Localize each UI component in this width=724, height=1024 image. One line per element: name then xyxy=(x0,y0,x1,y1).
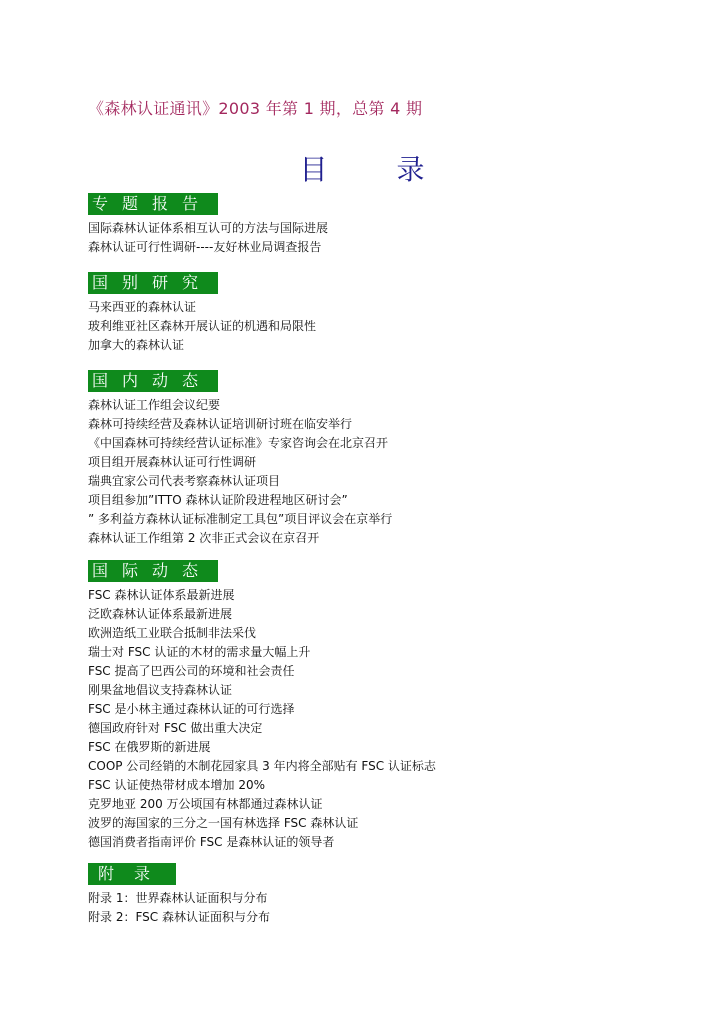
toc-item[interactable]: FSC 森林认证体系最新进展 xyxy=(88,588,235,602)
issue-line: 《森林认证通讯》2003 年第 1 期，总第 4 期 xyxy=(88,99,423,118)
toc-item[interactable]: 欧洲造纸工业联合抵制非法采伐 xyxy=(88,626,257,640)
item-list xyxy=(88,219,328,257)
toc-item[interactable]: 森林认证可行性调研----友好林业局调查报告 xyxy=(88,240,322,254)
toc-item[interactable]: 《中国森林可持续经营认证标准》专家咨询会在北京召开 xyxy=(88,436,389,450)
toc-item[interactable]: 森林认证工作组会议纪要 xyxy=(88,398,221,412)
section-international-news xyxy=(88,560,436,852)
toc-item[interactable]: 玻利维亚社区森林开展认证的机遇和局限性 xyxy=(88,319,317,333)
toc-item[interactable]: 瑞士对 FSC 认证的木材的需求量大幅上升 xyxy=(88,645,311,659)
section-heading: 附录 xyxy=(88,863,176,885)
toc-item[interactable]: FSC 提高了巴西公司的环境和社会责任 xyxy=(88,664,295,678)
item-list xyxy=(88,298,316,355)
section-heading: 专题报告 xyxy=(88,193,218,215)
toc-title: 目 录 xyxy=(299,153,455,186)
section-heading: 国际动态 xyxy=(88,560,218,582)
section-appendix xyxy=(88,863,270,927)
toc-item[interactable]: 瑞典宜家公司代表考察森林认证项目 xyxy=(88,474,281,488)
toc-item[interactable]: ” 多利益方森林认证标准制定工具包”项目评议会在京举行 xyxy=(88,512,393,526)
toc-item[interactable]: 项目组参加”ITTO 森林认证阶段进程地区研讨会” xyxy=(88,493,348,507)
section-heading: 国内动态 xyxy=(88,370,218,392)
section-domestic-news xyxy=(88,370,392,548)
toc-item[interactable]: 附录 2：FSC 森林认证面积与分布 xyxy=(88,910,270,924)
toc-item[interactable]: 森林认证工作组第 2 次非正式会议在京召开 xyxy=(88,531,320,545)
toc-item[interactable]: 加拿大的森林认证 xyxy=(88,338,185,352)
item-list xyxy=(88,586,436,852)
toc-item[interactable]: 泛欧森林认证体系最新进展 xyxy=(88,607,233,621)
toc-item[interactable]: COOP 公司经销的木制花园家具 3 年内将全部贴有 FSC 认证标志 xyxy=(88,759,436,773)
toc-item[interactable]: 克罗地亚 200 万公顷国有林都通过森林认证 xyxy=(88,797,323,811)
toc-item[interactable]: 刚果盆地倡议支持森林认证 xyxy=(88,683,233,697)
section-country-studies xyxy=(88,272,316,355)
toc-item[interactable]: 森林可持续经营及森林认证培训研讨班在临安举行 xyxy=(88,417,353,431)
section-heading: 国别研究 xyxy=(88,272,218,294)
section-special-reports xyxy=(88,193,328,257)
toc-item[interactable]: 国际森林认证体系相互认可的方法与国际进展 xyxy=(88,221,329,235)
toc-item[interactable]: 波罗的海国家的三分之一国有林选择 FSC 森林认证 xyxy=(88,816,359,830)
toc-item[interactable]: 德国消费者指南评价 FSC 是森林认证的领导者 xyxy=(88,835,335,849)
toc-item[interactable]: 附录 1：世界森林认证面积与分布 xyxy=(88,891,268,905)
toc-item[interactable]: 德国政府针对 FSC 做出重大决定 xyxy=(88,721,263,735)
toc-item[interactable]: FSC 在俄罗斯的新进展 xyxy=(88,740,211,754)
toc-item[interactable]: FSC 认证使热带材成本增加 20% xyxy=(88,778,265,792)
item-list xyxy=(88,396,392,548)
toc-item[interactable]: FSC 是小林主通过森林认证的可行选择 xyxy=(88,702,295,716)
item-list xyxy=(88,889,270,927)
toc-item[interactable]: 项目组开展森林认证可行性调研 xyxy=(88,455,257,469)
toc-item[interactable]: 马来西亚的森林认证 xyxy=(88,300,197,314)
